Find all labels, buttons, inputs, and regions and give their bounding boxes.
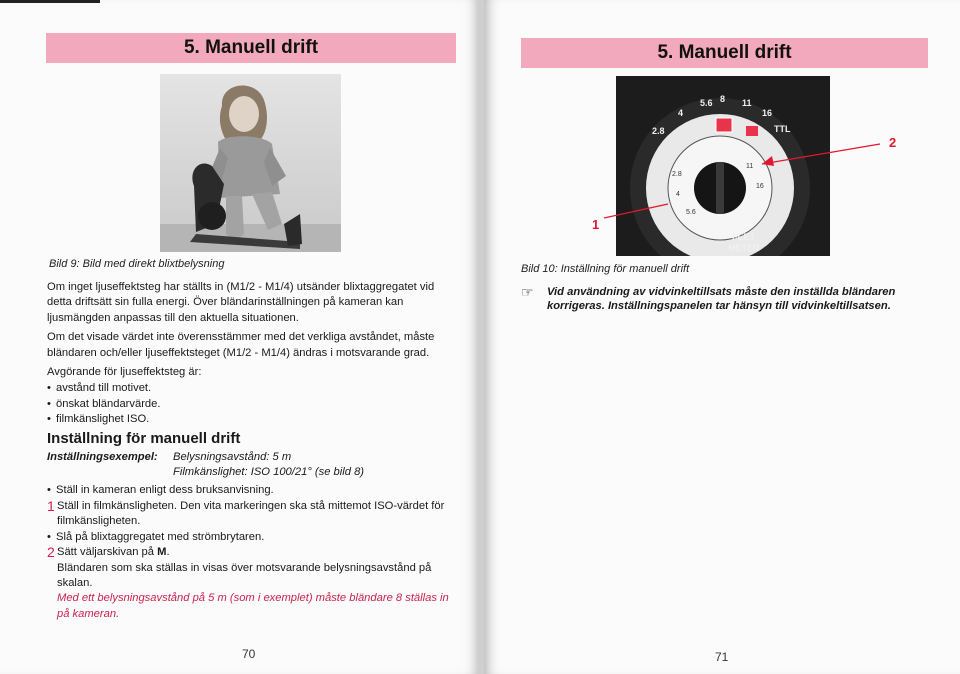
example-film-speed: Filmkänslighet: ISO 100/21° (se bild 8) bbox=[173, 466, 365, 479]
step-text: Sätt väljarskivan på M. bbox=[57, 546, 170, 559]
list-item: • avstånd till motivet. bbox=[47, 382, 152, 395]
svg-text:11: 11 bbox=[742, 98, 752, 108]
svg-text:8: 8 bbox=[720, 94, 726, 104]
example-distance: Belysningsavstånd: 5 m bbox=[173, 450, 292, 463]
callout-label-2: 2 bbox=[889, 135, 897, 150]
step-number: 2 bbox=[47, 544, 55, 561]
page-header-banner: 5. Manuell drift bbox=[521, 38, 928, 68]
list-item: • Slå på blixtaggregatet med strömbrytaren. bbox=[47, 530, 265, 543]
note-block bbox=[521, 285, 941, 313]
svg-text:METER: METER bbox=[728, 243, 760, 253]
callout-label-1: 1 bbox=[592, 217, 600, 232]
left-body bbox=[47, 280, 459, 622]
page-header-banner: 5. Manuell drift bbox=[46, 33, 456, 63]
top-edge-line bbox=[0, 0, 100, 3]
list-item: • Ställ in kameran enligt dess bruksanvisning. bbox=[47, 484, 274, 497]
svg-text:11: 11 bbox=[746, 163, 754, 170]
page-number: 71 bbox=[715, 650, 729, 664]
svg-text:16: 16 bbox=[756, 183, 764, 190]
paragraph: Om det visade värdet inte överensstämmer med det verkliga avståndet, måste bländaren och/eller ljuseffektsteget (M1/2 - M1/4) ändras i motsvarande grad. bbox=[47, 331, 435, 359]
child-on-rocking-horse-photo bbox=[160, 74, 341, 252]
step-text: Ställ in filmkänsligheten. Den vita markeringen ska stå mittemot ISO-värdet för filmkänsligheten. bbox=[57, 499, 445, 528]
svg-text:2.8: 2.8 bbox=[652, 126, 665, 136]
step-detail: Bländaren som ska ställas in visas över motsvarande belysningsavstånd på skalan. bbox=[57, 561, 432, 589]
svg-text:TTL: TTL bbox=[774, 124, 791, 134]
svg-text:4: 4 bbox=[678, 108, 684, 118]
note-text: Vid användning av vidvinkeltillsats måste den inställda bländaren korrigeras. Inställningspanelen tar hänsyn till vidvinkeltillsatsen. bbox=[547, 286, 896, 312]
svg-text:5.6: 5.6 bbox=[700, 98, 713, 108]
left-page bbox=[0, 0, 478, 674]
step-example: Med ett belysningsavstånd på 5 m (som i exemplet) måste bländare 8 ställas in på kameran. bbox=[57, 592, 449, 620]
step-number: 1 bbox=[47, 497, 55, 514]
svg-text:5.6: 5.6 bbox=[686, 209, 696, 216]
section-heading: Inställning för manuell drift bbox=[47, 429, 241, 447]
callout-lines bbox=[590, 130, 900, 230]
page-number: 70 bbox=[242, 647, 256, 661]
svg-text:FEET: FEET bbox=[732, 232, 756, 242]
example-row bbox=[47, 465, 459, 480]
step-1 bbox=[47, 499, 459, 530]
list-item: • önskat bländarvärde. bbox=[47, 397, 161, 410]
figure-caption: Bild 9: Bild med direkt blixtbelysning bbox=[49, 258, 225, 270]
paragraph: Avgörande för ljuseffektsteg är: bbox=[47, 366, 202, 379]
example-row bbox=[47, 450, 459, 465]
svg-text:4: 4 bbox=[676, 191, 680, 198]
svg-text:2.8: 2.8 bbox=[672, 171, 682, 178]
pointing-hand-icon: ☞ bbox=[521, 284, 534, 300]
figure-caption: Bild 10: Inställning för manuell drift bbox=[521, 263, 690, 275]
paragraph: Om inget ljuseffektsteg har ställts in (M1/2 - M1/4) utsänder blixtaggregatet vid detta driftsätt sin fulla energi. Över bländarinställningen på kameran kan ljusmängden anpassas till den aktuella situationen. bbox=[47, 281, 435, 324]
svg-text:16: 16 bbox=[762, 108, 773, 118]
list-item: • filmkänslighet ISO. bbox=[47, 413, 150, 426]
step-2 bbox=[47, 545, 459, 560]
example-label: Inställningsexempel: bbox=[47, 450, 158, 463]
